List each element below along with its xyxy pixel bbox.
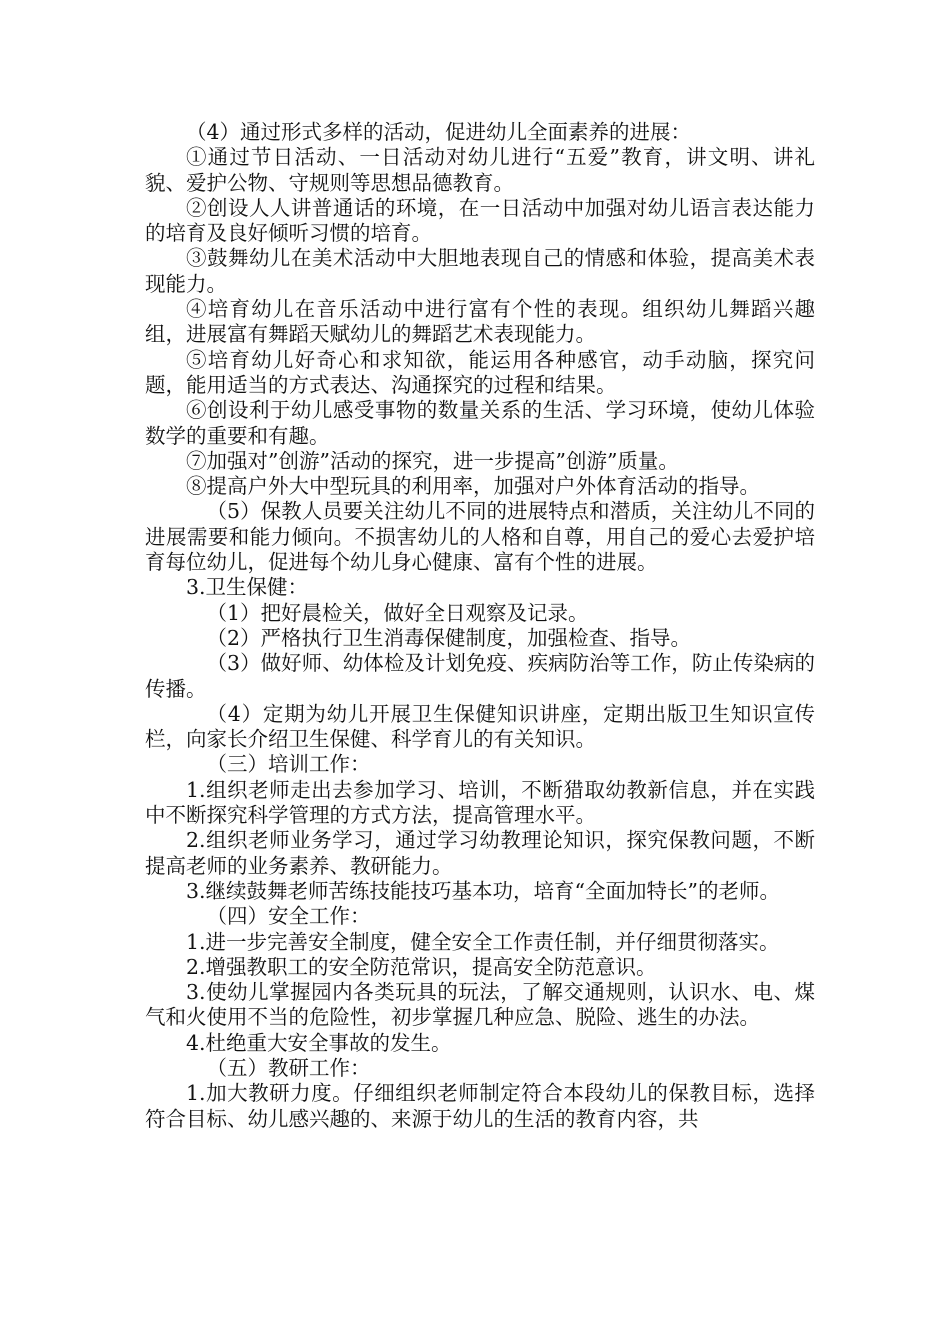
item-8: ⑧提高户外大中型玩具的利用率，加强对户外体育活动的指导。 — [186, 474, 760, 499]
item-6: ⑥创设利于幼儿感受事物的数量关系的生活、学习环境，使幼儿体验数学的重要和有趣。 — [145, 398, 815, 448]
safety-item-2: 2.增强教职工的安全防范常识，提高安全防范意识。 — [186, 954, 657, 979]
document-body — [145, 120, 815, 1132]
section-health-care: 3.卫生保健： — [186, 575, 309, 600]
safety-item-4: 4.杜绝重大安全事故的发生。 — [186, 1030, 452, 1055]
training-item-2: 2.组织老师业务学习，通过学习幼教理论知识，探究保教问题，不断提高老师的业务素养、教研能力。 — [145, 828, 815, 878]
training-item-3: 3.继续鼓舞老师苦练技能技巧基本功，培育“全面加特长”的老师。 — [186, 878, 781, 903]
health-item-2: （2）严格执行卫生消毒保健制度，加强检查、指导。 — [206, 625, 692, 650]
paragraph-care-staff: （5）保教人员要关注幼儿不同的进展特点和潜质，关注幼儿不同的进展需要和能力倾向。不损害幼儿的人格和自尊，用自己的爱心去爱护培育每位幼儿，促进每个幼儿身心健康、富有个性的进展。 — [145, 499, 815, 575]
health-item-3: （3）做好师、幼体检及计划免疫、疾病防治等工作，防止传染病的传播。 — [145, 651, 815, 701]
section-safety: （四）安全工作： — [206, 904, 371, 929]
section-research: （五）教研工作： — [206, 1055, 371, 1080]
training-item-1: 1.组织老师走出去参加学习、培训，不断猎取幼教新信息，并在实践中不断探究科学管理的方式方法，提高管理水平。 — [145, 777, 815, 828]
item-1: ①通过节日活动、一日活动对幼儿进行“五爱”教育，讲文明、讲礼貌、爱护公物、守规则等思想品德教育。 — [145, 145, 815, 195]
item-5: ⑤培育幼儿好奇心和求知欲，能运用各种感官，动手动脑，探究问题，能用适当的方式表达、沟通探究的过程和结果。 — [145, 347, 815, 397]
health-item-1: （1）把好晨检关，做好全日观察及记录。 — [206, 600, 589, 625]
heading-activities: （4）通过形式多样的活动，促进幼儿全面素养的进展： — [186, 120, 692, 144]
item-7: ⑦加强对”创游”活动的探究，进一步提高”创游”质量。 — [186, 448, 679, 473]
research-item-1: 1.加大教研力度。仔细组织老师制定符合本段幼儿的保教目标，选择符合目标、幼儿感兴趣的、来源于幼儿的生活的教育内容，共 — [145, 1081, 815, 1131]
item-3: ③鼓舞幼儿在美术活动中大胆地表现自己的情感和体验，提高美术表现能力。 — [145, 246, 815, 296]
health-item-4: （4）定期为幼儿开展卫生保健知识讲座，定期出版卫生知识宣传栏，向家长介绍卫生保健、科学育儿的有关知识。 — [145, 701, 815, 752]
item-4: ④培育幼儿在音乐活动中进行富有个性的表现。组织幼儿舞蹈兴趣组，进展富有舞蹈天赋幼儿的舞蹈艺术表现能力。 — [145, 297, 815, 347]
item-2: ②创设人人讲普通话的环境，在一日活动中加强对幼儿语言表达能力的培育及良好倾听习惯的培育。 — [145, 195, 815, 246]
safety-item-1: 1.进一步完善安全制度，健全安全工作责任制，并仔细贯彻落实。 — [186, 929, 780, 954]
safety-item-3: 3.使幼儿掌握园内各类玩具的玩法，了解交通规则，认识水、电、煤气和火使用不当的危险性，初步掌握几种应急、脱险、逃生的办法。 — [145, 980, 815, 1030]
section-training: （三）培训工作： — [206, 752, 371, 777]
